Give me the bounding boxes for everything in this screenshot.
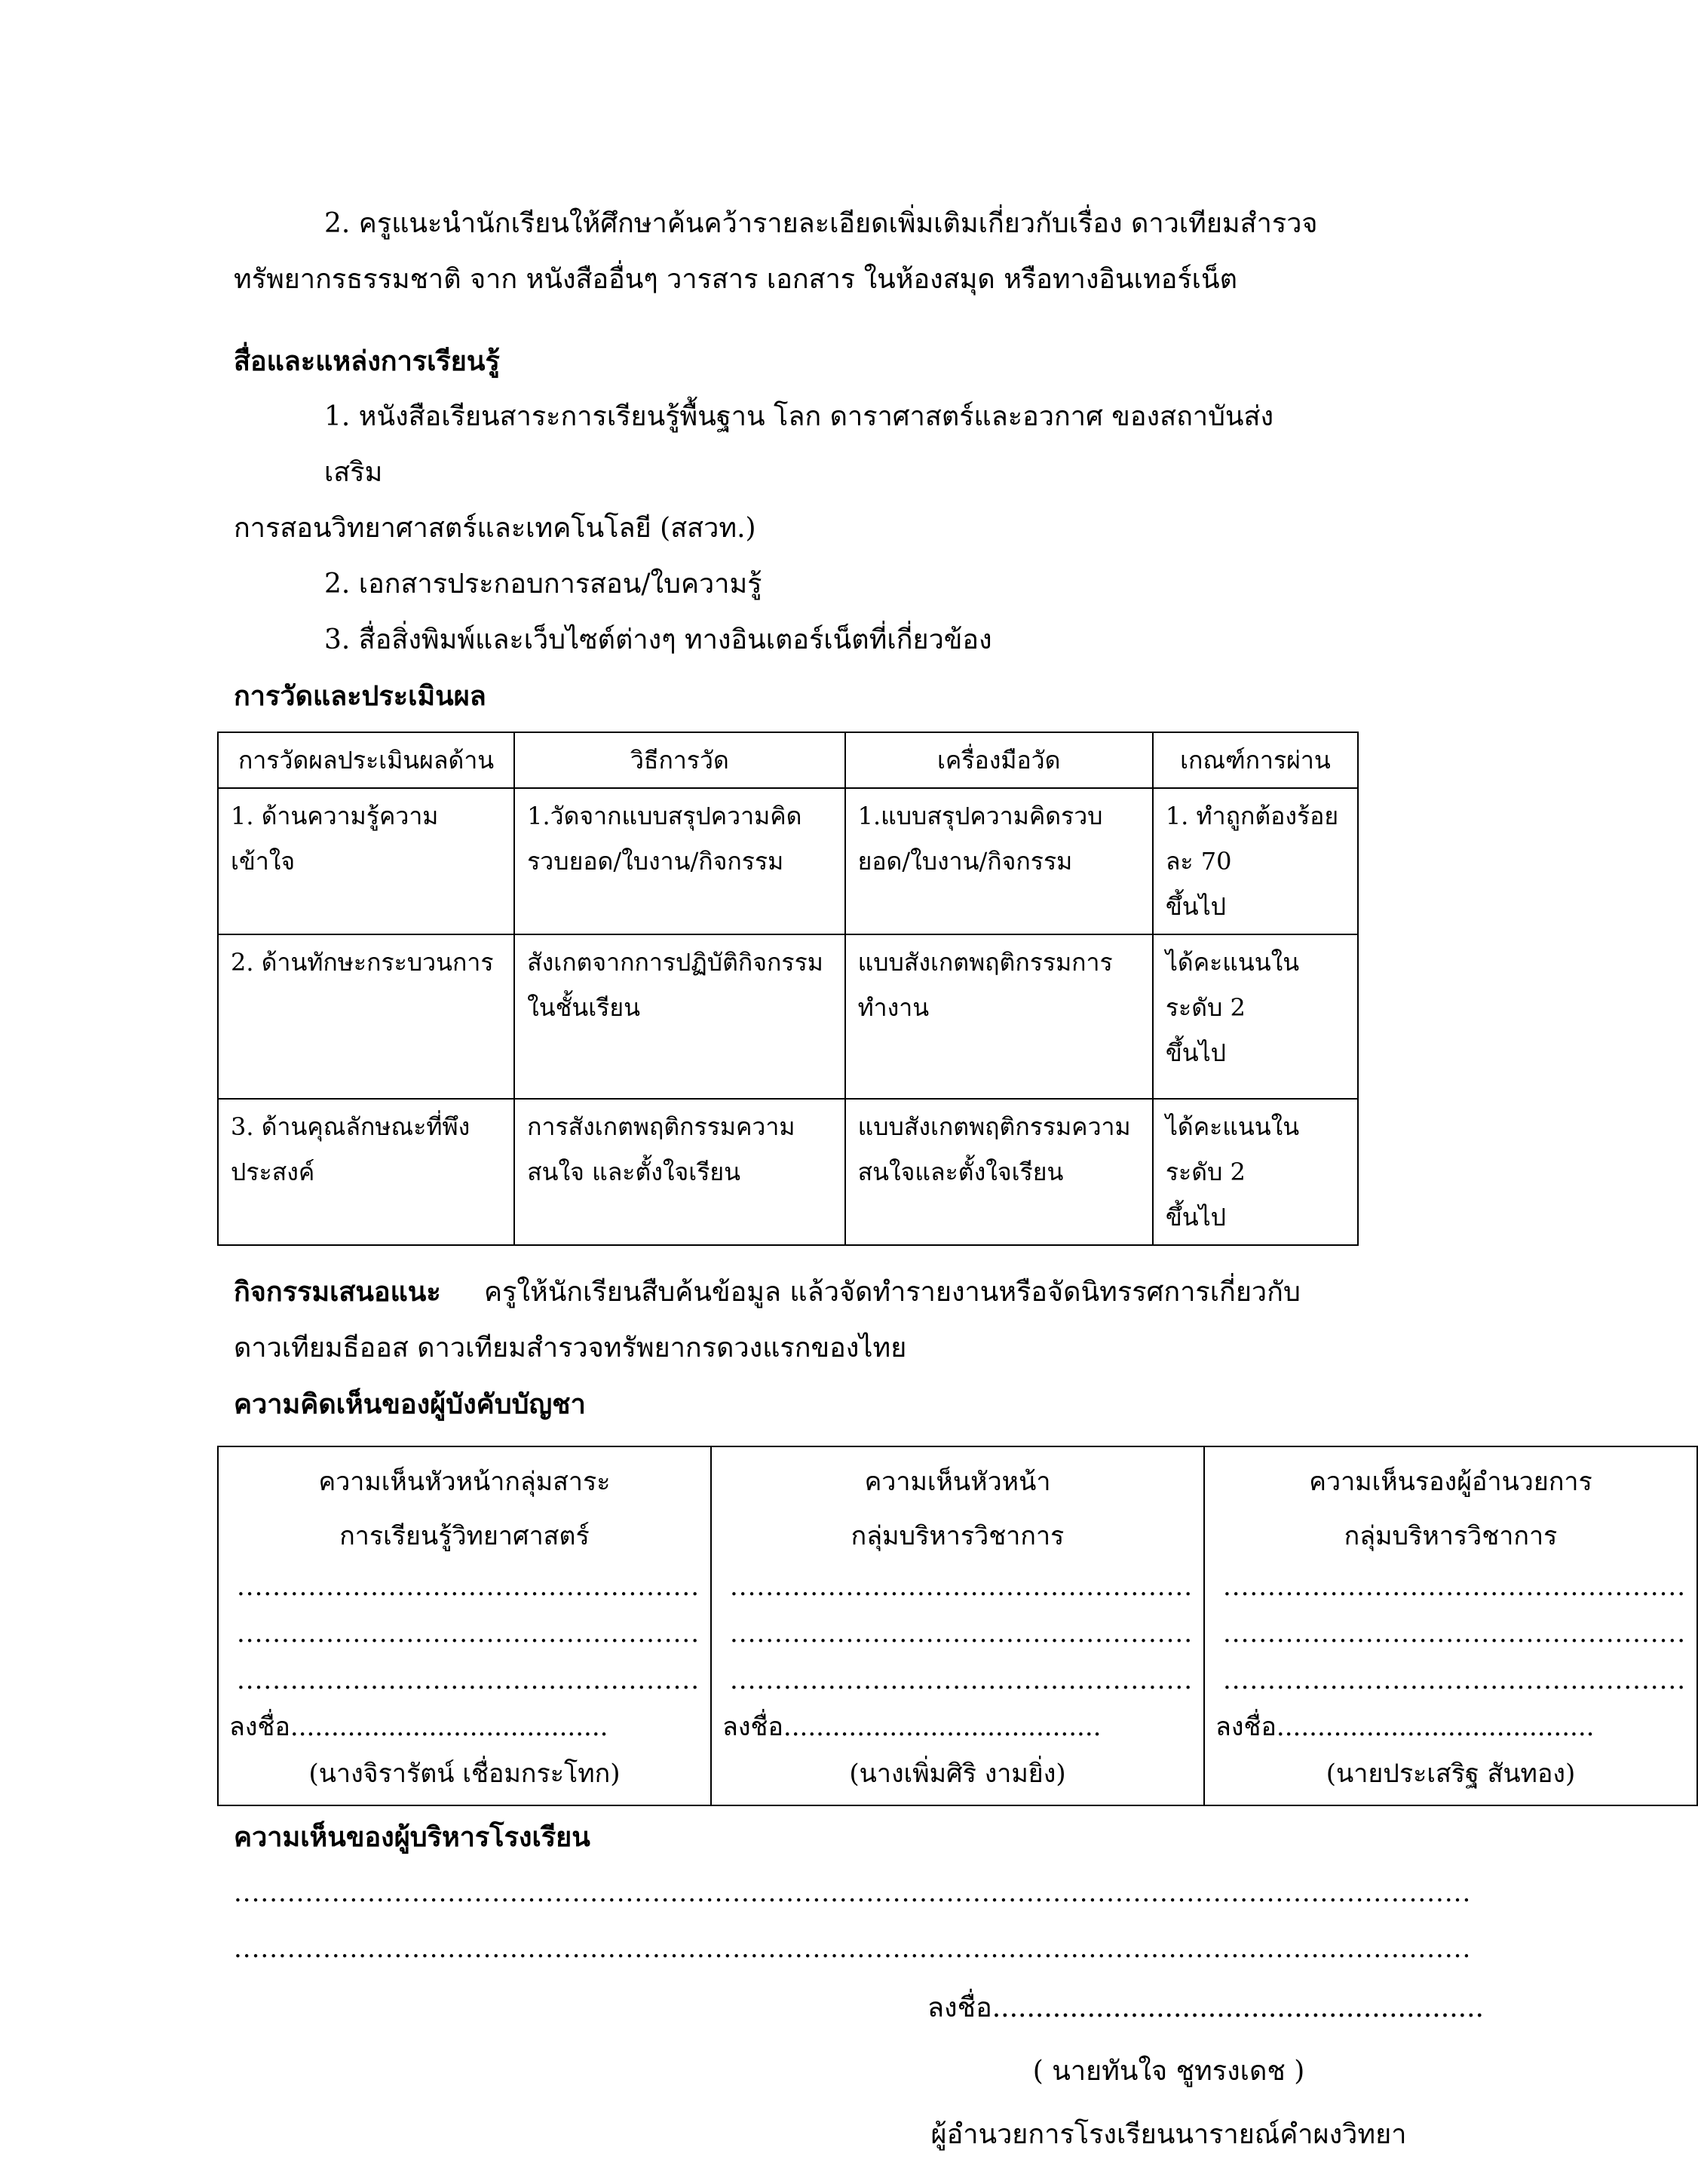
comment-dots: ....................................................: [1223, 1572, 1686, 1602]
comment-dots: ....................................................: [730, 1572, 1193, 1602]
signer-name: (นายประเสริฐ สันทอง): [1326, 1759, 1576, 1789]
cell-text: ขึ้นไป: [1165, 892, 1226, 921]
cell-text: สนใจและตั้งใจเรียน: [857, 1158, 1064, 1186]
cell-text: การสังเกตพฤติกรรมความ: [527, 1112, 795, 1141]
activity2-line1: 2. ครูแนะนำนักเรียนให้ศึกษาค้นคว้ารายละเอียดเพิ่มเติมเกี่ยวกับเรื่อง ดาวเทียมสำรวจ: [324, 208, 1318, 239]
cell-text: 1. ทำถูกต้องร้อยละ 70: [1165, 802, 1339, 876]
header-tool: เครื่องมือวัด: [845, 732, 1153, 788]
comment-title: ความเห็นหัวหน้า: [864, 1467, 1051, 1497]
supervisors-heading: ความคิดเห็นของผู้บังคับบัญชา: [234, 1388, 586, 1420]
evaluation-header-row: [218, 732, 1358, 788]
comment-dots: ....................................................: [730, 1665, 1193, 1695]
cell-text: แบบสังเกตพฤติกรรมการ: [857, 948, 1113, 977]
media-item2: 2. เอกสารประกอบการสอน/ใบความรู้: [324, 569, 762, 600]
cell-text: ประสงค์: [231, 1158, 315, 1186]
comment-title: การเรียนรู้วิทยาศาสตร์: [339, 1521, 590, 1551]
director-position: ผู้อำนวยการโรงเรียนนารายณ์คำผงวิทยา: [930, 2119, 1407, 2150]
media-heading: สื่อและแหล่งการเรียนรู้: [234, 345, 500, 377]
comment-dots: ....................................................: [1223, 1618, 1686, 1649]
cell-criteria: [1153, 1099, 1358, 1245]
cell-text: 1.วัดจากแบบสรุปความคิด: [527, 802, 802, 830]
cell-method: [514, 1099, 844, 1245]
comment-title: ความเห็นหัวหน้ากลุ่มสาระ: [318, 1467, 611, 1497]
comment-title: กลุ่มบริหารวิชาการ: [851, 1521, 1065, 1551]
cell-tool: [845, 934, 1153, 1099]
director-name: ( นายทันใจ ชูทรงเดช ): [1032, 2056, 1305, 2087]
table-row: [218, 1099, 1358, 1245]
cell-text: สนใจ และตั้งใจเรียน: [527, 1158, 741, 1186]
cell-text: ได้คะแนนในระดับ 2: [1165, 948, 1300, 1022]
suggested-label: กิจกรรมเสนอแนะ: [234, 1276, 441, 1308]
suggested-line2: ดาวเทียมธีออส ดาวเทียมสำรวจทรัพยากรดวงแรกของไทย: [234, 1333, 907, 1363]
header-criteria: เกณฑ์การผ่าน: [1153, 732, 1358, 788]
media-item3: 3. สื่อสิ่งพิมพ์และเว็บไซต์ต่างๆ ทางอินเตอร์เน็ตที่เกี่ยวข้อง: [324, 624, 992, 655]
comment-column-academic-head: [711, 1446, 1204, 1805]
director-comment-dots: ...........................................................................................................................................: [234, 1934, 1472, 1964]
header-aspect: การวัดผลประเมินผลด้าน: [218, 732, 514, 788]
signer-name: (นางจิรารัตน์ เชื่อมกระโทก): [308, 1759, 621, 1789]
cell-text: 3. ด้านคุณลักษณะที่พึง: [231, 1112, 470, 1141]
comment-dots: ....................................................: [237, 1618, 700, 1649]
cell-aspect: [218, 1099, 514, 1245]
cell-text: ทำงาน: [857, 993, 930, 1022]
suggested-line1: [234, 1264, 1319, 1321]
evaluation-table: [217, 732, 1359, 1246]
director-heading: ความเห็นของผู้บริหารโรงเรียน: [234, 1821, 590, 1853]
header-method: วิธีการวัด: [514, 732, 844, 788]
cell-text: รวบยอด/ใบงาน/กิจกรรม: [527, 847, 784, 876]
comment-title: กลุ่มบริหารวิชาการ: [1344, 1521, 1558, 1551]
cell-text: 1. ด้านความรู้ความเข้าใจ: [231, 802, 439, 876]
document-page: [229, 196, 1686, 2167]
table-row: [218, 1446, 1697, 1805]
cell-aspect: [218, 788, 514, 934]
signature-line: ลงชื่อ.......................................: [722, 1712, 1102, 1742]
comment-dots: ....................................................: [1223, 1665, 1686, 1695]
cell-criteria: [1153, 788, 1358, 934]
cell-tool: [845, 788, 1153, 934]
director-signature-line: ลงชื่อ.........................................................: [927, 1992, 1484, 2023]
cell-text: ขึ้นไป: [1165, 1038, 1226, 1067]
comment-dots: ....................................................: [237, 1665, 700, 1695]
cell-tool: [845, 1099, 1153, 1245]
media-item1-line1: 1. หนังสือเรียนสาระการเรียนรู้พื้นฐาน โลก ดาราศาสตร์และอวกาศ ของสถาบันส่งเสริม: [324, 401, 1274, 488]
cell-text: 1.แบบสรุปความคิดรวบ: [857, 802, 1103, 830]
cell-text: ในชั้นเรียน: [527, 993, 640, 1022]
cell-text: 2. ด้านทักษะกระบวนการ: [231, 948, 494, 977]
comment-title: ความเห็นรองผู้อำนวยการ: [1309, 1467, 1592, 1497]
table-row: [218, 934, 1358, 1099]
comment-column-deputy-director: [1204, 1446, 1697, 1805]
cell-text: แบบสังเกตพฤติกรรมความ: [857, 1112, 1131, 1141]
signature-line: ลงชื่อ.......................................: [1215, 1712, 1595, 1742]
cell-text: ได้คะแนนในระดับ 2: [1165, 1112, 1300, 1186]
cell-text: สังเกตจากการปฏิบัติกิจกรรม: [527, 948, 823, 977]
director-signature-block: [234, 1977, 1484, 2167]
signer-name: (นางเพิ่มศิริ งามยิ่ง): [849, 1759, 1066, 1789]
cell-aspect: [218, 934, 514, 1099]
cell-method: [514, 788, 844, 934]
cell-text: ยอด/ใบงาน/กิจกรรม: [857, 847, 1073, 876]
comment-dots: ....................................................: [237, 1572, 700, 1602]
suggested-text: ครูให้นักเรียนสืบค้นข้อมูล แล้วจัดทำรายงานหรือจัดนิทรรศการเกี่ยวกับ: [483, 1277, 1301, 1308]
supervisor-comments-table: [217, 1446, 1698, 1806]
cell-method: [514, 934, 844, 1099]
cell-text: ขึ้นไป: [1165, 1203, 1226, 1232]
comment-column-science-head: [218, 1446, 711, 1805]
director-comment-dots: ...........................................................................................................................................: [234, 1878, 1472, 1908]
cell-criteria: [1153, 934, 1358, 1099]
signature-line: ลงชื่อ.......................................: [229, 1712, 608, 1742]
table-row: [218, 788, 1358, 934]
activity2-line2: ทรัพยากรธรรมชาติ จาก หนังสืออื่นๆ วารสาร เอกสาร ในห้องสมุด หรือทางอินเทอร์เน็ต: [234, 264, 1237, 295]
evaluation-heading: การวัดและประเมินผล: [234, 680, 486, 712]
media-item1-line2: การสอนวิทยาศาสตร์และเทคโนโลยี (สสวท.): [234, 513, 756, 544]
comment-dots: ....................................................: [730, 1618, 1193, 1649]
